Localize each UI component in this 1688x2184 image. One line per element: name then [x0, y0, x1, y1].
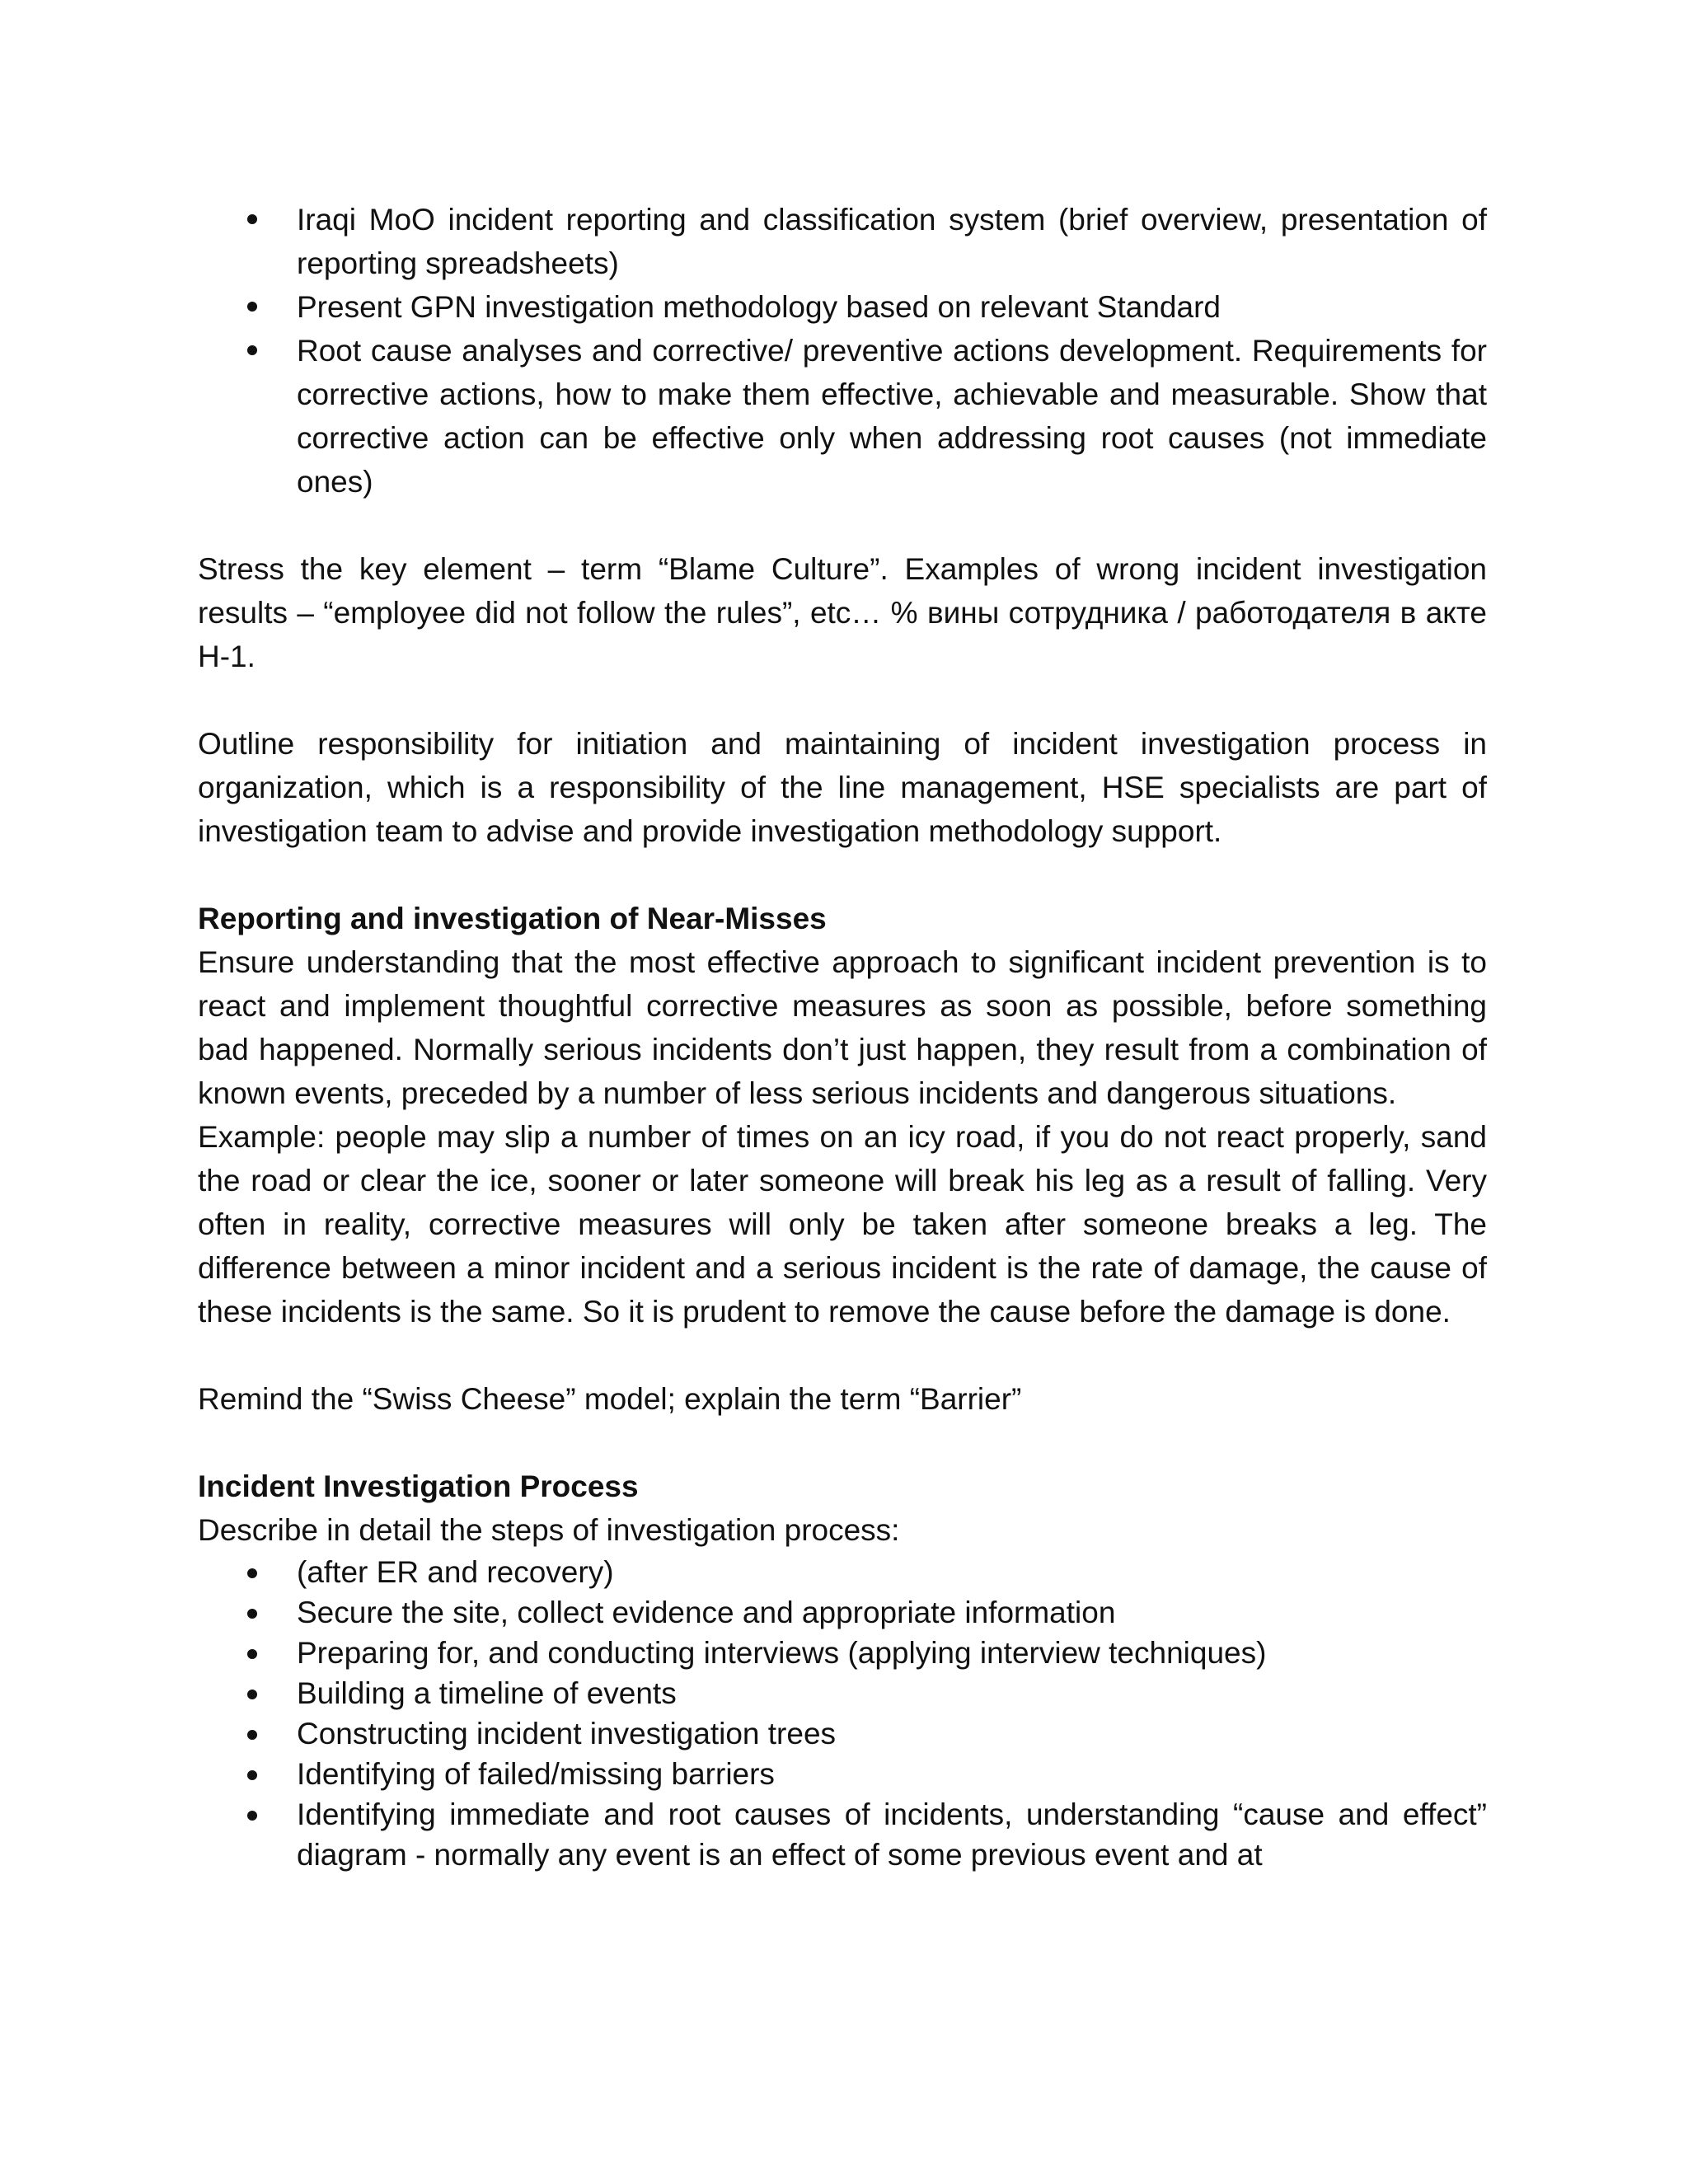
bullet-icon	[247, 1730, 257, 1740]
heading-investigation-process: Incident Investigation Process	[198, 1469, 639, 1503]
list-item	[198, 198, 1487, 285]
bullet-icon	[247, 1609, 257, 1619]
bullet-list-process-steps	[198, 1552, 1487, 1875]
list-item-text: Preparing for, and conducting interviews (applying interview techniques)	[297, 1636, 1267, 1670]
paragraph-swiss-cheese: Remind the “Swiss Cheese” model; explain the term “Barrier”	[198, 1382, 1022, 1416]
paragraph-spacer	[198, 1421, 1487, 1465]
list-item-text: Present GPN investigation methodology based on relevant Standard	[297, 290, 1221, 324]
paragraph-responsibility: Outline responsibility for initiation and maintaining of incident investigation process in organization, which is a responsibility of the line management, HSE specialists are part of investigation team to advise and provide investigation methodology support.	[198, 727, 1487, 848]
list-item-text: Root cause analyses and corrective/ preventive actions development. Requirements for corrective actions, how to make them effective, achievable and measurable. Show that corrective action can be effective only when addressing root causes (not immediate ones)	[297, 334, 1487, 499]
list-item-text: Identifying immediate and root causes of incidents, understanding “cause and effect” diagram - normally any event is an effect of some previous event and at	[297, 1797, 1487, 1872]
list-item	[198, 1673, 1487, 1713]
list-item	[198, 1713, 1487, 1754]
bullet-icon	[247, 1811, 257, 1821]
list-item	[198, 1754, 1487, 1794]
list-item	[198, 1592, 1487, 1633]
bullet-icon	[247, 1568, 257, 1578]
list-item-text: Building a timeline of events	[297, 1676, 677, 1710]
list-item-text: Iraqi MoO incident reporting and classification system (brief overview, presentation of reporting spreadsheets)	[297, 203, 1487, 280]
paragraph-spacer	[198, 678, 1487, 722]
list-item-text: Constructing incident investigation trees	[297, 1717, 837, 1750]
list-item	[198, 329, 1487, 504]
list-item	[198, 285, 1487, 329]
paragraph-example: Example: people may slip a number of times on an icy road, if you do not react properly, sand the road or clear the ice, sooner or later someone will break his leg as a result of falling. Very often in reality, corrective measures will only be taken after someone breaks a leg. The difference between a minor incident and a serious incident is the rate of damage, the cause of these incidents is the same. So it is prudent to remove the cause before the damage is done.	[198, 1120, 1487, 1329]
bullet-icon	[247, 345, 257, 355]
heading-near-misses: Reporting and investigation of Near-Misses	[198, 902, 827, 935]
bullet-icon	[247, 214, 257, 224]
bullet-icon	[247, 302, 257, 312]
paragraph-spacer	[198, 853, 1487, 897]
bullet-icon	[247, 1649, 257, 1659]
paragraph-spacer	[198, 504, 1487, 547]
paragraph-blame-culture: Stress the key element – term “Blame Culture”. Examples of wrong incident investigation results – “employee did not follow the rules”, etc… % вины сотрудника / работодателя в акте Н-1.	[198, 552, 1487, 673]
paragraph-spacer	[198, 1333, 1487, 1377]
list-item-text: Identifying of failed/missing barriers	[297, 1757, 775, 1791]
bullet-icon	[247, 1770, 257, 1780]
list-item-text: (after ER and recovery)	[297, 1555, 614, 1589]
bullet-icon	[247, 1690, 257, 1699]
list-item	[198, 1794, 1487, 1875]
list-item	[198, 1633, 1487, 1673]
list-item	[198, 1552, 1487, 1592]
list-item-text: Secure the site, collect evidence and appropriate information	[297, 1596, 1116, 1629]
paragraph-process-intro: Describe in detail the steps of investigation process:	[198, 1513, 900, 1547]
bullet-list-overview	[198, 198, 1487, 504]
paragraph-near-misses: Ensure understanding that the most effective approach to significant incident prevention is to react and implement thoughtful corrective measures as soon as possible, before something bad happened. Normally serious incidents don’t just happen, they result from a combination of known events, preceded by a number of less serious incidents and dangerous situations.	[198, 945, 1487, 1110]
document-page	[198, 198, 1487, 1875]
